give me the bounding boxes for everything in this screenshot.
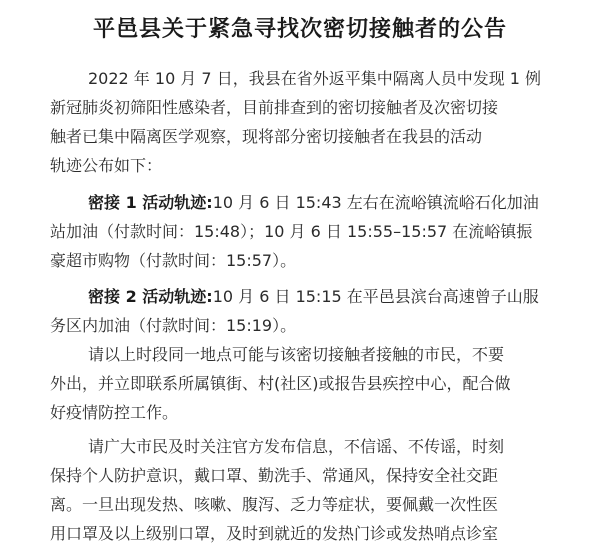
advice-paragraph [0,432,600,548]
intro-paragraph [0,64,600,180]
intro-line: 新冠肺炎初筛阳性感染者，目前排查到的密切接触者及次密切接 [50,98,499,117]
advice-line: 用口罩及以上级别口罩，及时到就近的发热门诊或发热哨点诊室 [50,524,499,543]
appeal-line: 外出，并立即联系所属镇街、村(社区)或报告县疾控中心，配合做 [50,374,511,393]
intro-line: 轨迹公布如下： [50,156,163,175]
contact2-label: 密接 2 活动轨迹: [88,287,213,306]
contact1-line: 豪超市购物（付款时间：15:57）。 [50,251,297,270]
advice-line: 保持个人防护意识，戴口罩、勤洗手、常通风，保持安全社交距 [50,466,499,485]
contact2-first-line [88,282,570,311]
contact1-label: 密接 1 活动轨迹: [88,193,213,212]
advice-line: 请广大市民及时关注官方发布信息，不信谣、不传谣，时刻 [88,437,505,456]
contact1-trajectory-paragraph [0,188,600,275]
contact1-first-line [88,188,570,217]
intro-line: 触者已集中隔离医学观察，现将部分密切接触者在我县的活动 [50,127,483,146]
appeal-line: 好疫情防控工作。 [50,403,179,422]
intro-line: 2022 年 10 月 7 日，我县在省外返平集中隔离人员中发现 1 例 [88,69,542,88]
appeal-paragraph [0,340,600,427]
contact1-line: 站加油（付款时间：15:48）；10 月 6 日 15:55–15:57 在流峪镇振 [50,222,533,241]
contact1-line: 10 月 6 日 15:43 左右在流峪镇流峪石化加油 [212,193,539,212]
document-title: 平邑县关于紧急寻找次密切接触者的公告 [92,17,507,42]
contact2-line: 务区内加油（付款时间：15:19）。 [50,316,297,335]
contact2-line: 10 月 6 日 15:15 在平邑县滨台高速曾子山服 [212,287,539,306]
contact2-trajectory-paragraph [0,282,600,340]
appeal-line: 请以上时段同一地点可能与该密切接触者接触的市民，不要 [88,345,505,364]
advice-line: 离。一旦出现发热、咳嗽、腹泻、乏力等症状，要佩戴一次性医 [50,495,499,514]
